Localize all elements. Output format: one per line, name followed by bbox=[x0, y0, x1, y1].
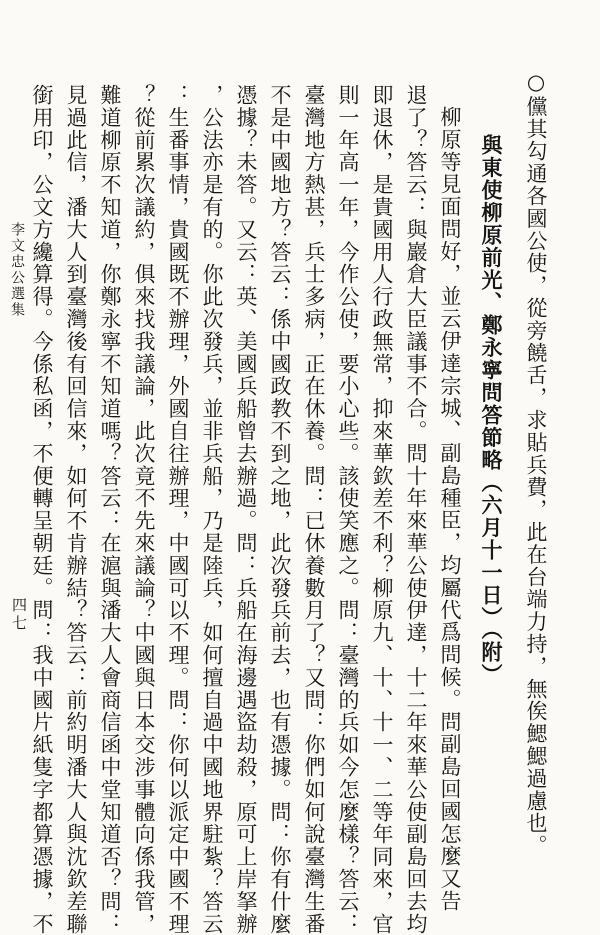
text-column-1: ○儻其勾通各國公使，從旁饒舌，求貼兵費，此在台端力持，無俟鰓鰓過慮也。 bbox=[524, 70, 548, 857]
page-number: 四七 bbox=[10, 597, 28, 633]
text-column-8: 憑據？未答。又云：英、美國兵船曾去辦過。問：兵船在海邊遇盜劫殺，原可上岸拏辦 bbox=[234, 84, 258, 935]
text-column-4: 即退休，是貴國用人行政無常，抑來華欽差不利？柳原九、十、十一、二等年同來，官 bbox=[370, 84, 394, 935]
text-column-6: 臺灣地方熱甚，兵士多病，正在休養。問：已休養數月了？又問：你們如何說臺灣生番 bbox=[302, 84, 326, 935]
text-column-10: ：生番事情，貴國既不辦理，外國自往辦理，中國可以不理。問：你何以派定中國不理 bbox=[166, 84, 190, 935]
text-column-12: 難道柳原不知道，你鄭永寧不知道嗎？答云：在滬與潘大人會商信函中堂知道否？問： bbox=[98, 84, 122, 935]
text-column-11: ？從前累次議約，俱來找我議論，此次竟不先來議論？中國與日本交涉事體向係我管， bbox=[132, 84, 156, 935]
text-column-5: 則一年高一年，今作公使，要小心些。該使笑應之。問：臺灣的兵如今怎麼樣？答云： bbox=[336, 84, 360, 935]
text-column-13: 見過此信，潘大人到臺灣後有回信來，如何不肯辦結？答云：前約明潘大人與沈欽差聯 bbox=[64, 84, 88, 935]
running-title: 李文忠公選集 bbox=[9, 222, 25, 318]
text-column-7: 不是中國地方？答云：係中國政教不到之地，此次發兵前去，也有憑據。問：你有什麼 bbox=[268, 84, 292, 935]
text-column-14: 銜用印，公文方纔算得。今係私函，不便轉呈朝廷。問：我中國片紙隻字都算憑據，不 bbox=[30, 84, 54, 935]
text-column-3: 退了？答云：與巖倉大臣議事不合。問十年來華公使伊達，十二年來華公使副島回去均 bbox=[404, 84, 428, 935]
section-heading: 與東使柳原前光、鄭永寧問答節略（六月十一日）（附） bbox=[479, 134, 504, 686]
text-column-9: ，公法亦是有的。你此次發兵，並非兵船，乃是陸兵，如何擅自過中國地界駐紮？答云 bbox=[200, 84, 224, 935]
text-column-2: 柳原等見面問好，並云伊達宗城、副島種臣，均屬代爲問候。問副島回國怎麼又告 bbox=[438, 106, 462, 913]
